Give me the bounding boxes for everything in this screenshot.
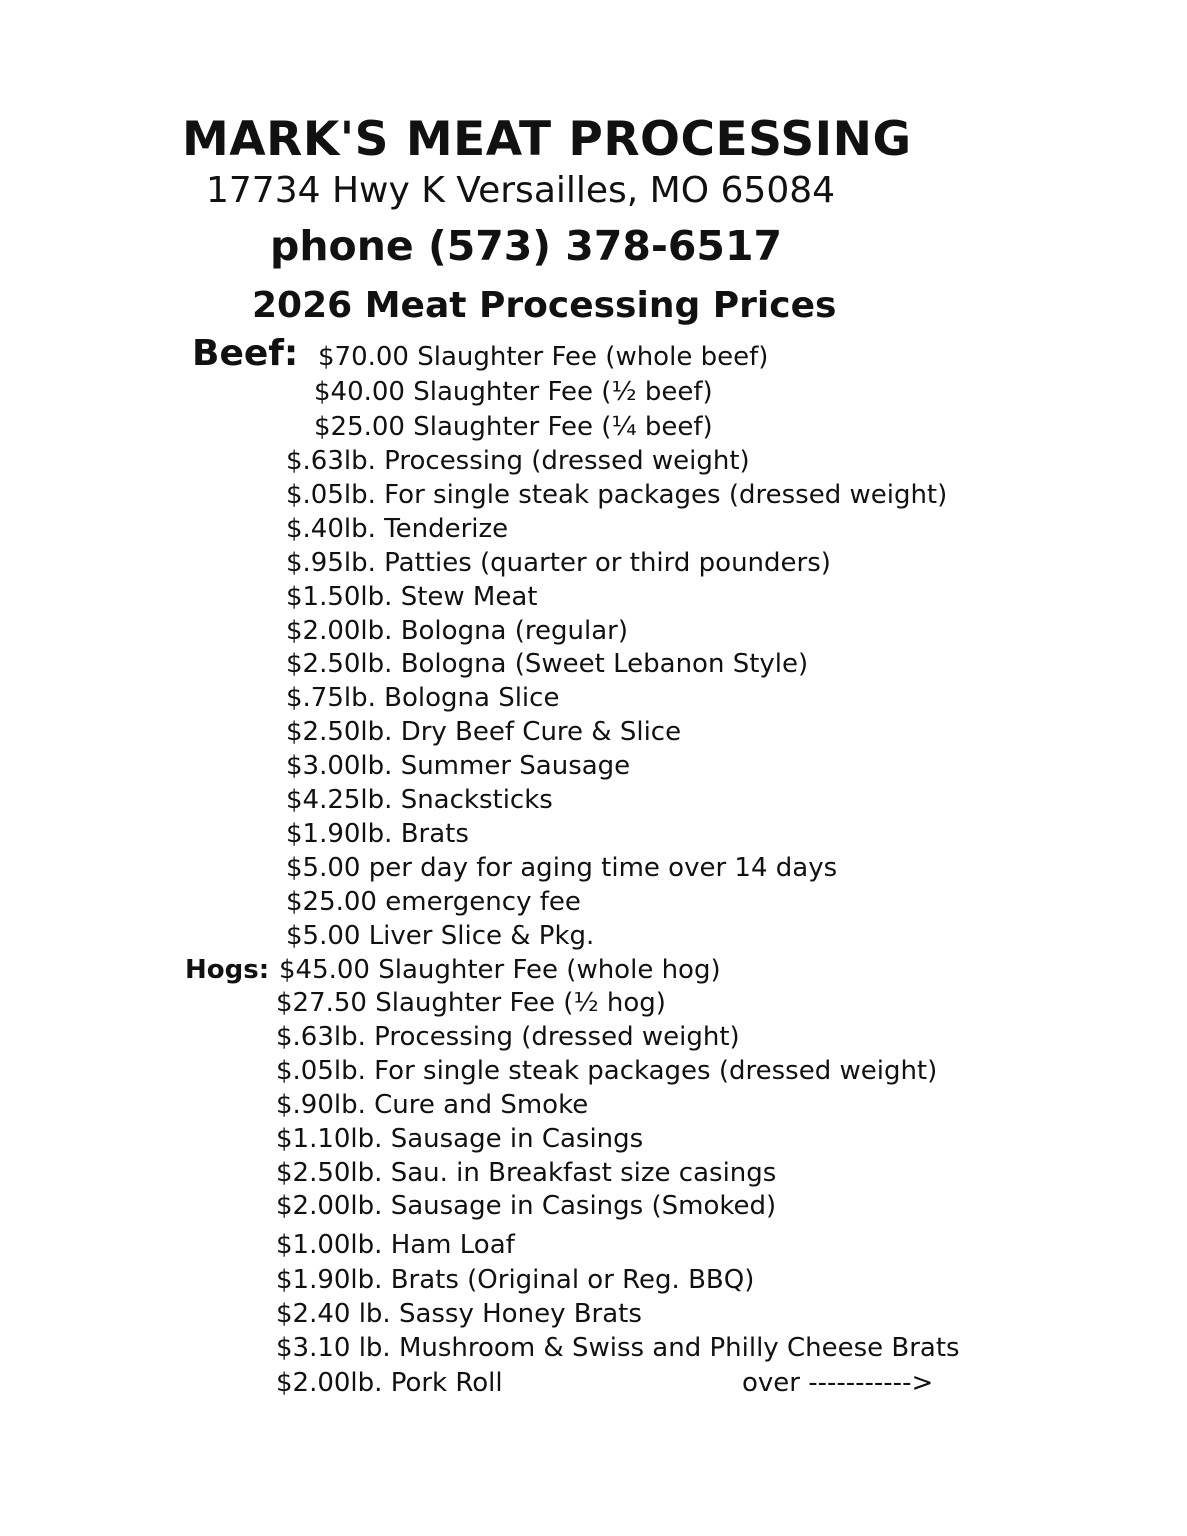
beef-price-item: $25.00 emergency fee [286,887,581,917]
over-note: over -----------> [742,1368,934,1398]
hog-price-item: $.63lb. Processing (dressed weight) [276,1022,740,1052]
beef-price-item: $5.00 per day for aging time over 14 days [286,853,838,883]
hog-price-item: $1.00lb. Ham Loaf [276,1230,515,1260]
beef-price-item: $1.90lb. Brats [286,819,469,849]
hog-price-item: $2.50lb. Sau. in Breakfast size casings [276,1158,777,1188]
hog-price-item: $.05lb. For single steak packages (dressed weight) [276,1056,938,1086]
business-phone: phone (573) 378-6517 [270,222,783,270]
business-name: MARK'S MEAT PROCESSING [182,112,912,167]
business-address: 17734 Hwy K Versailles, MO 65084 [206,170,836,211]
hog-price-item: $27.50 Slaughter Fee (½ hog) [276,988,666,1018]
hog-price-item: $1.90lb. Brats (Original or Reg. BBQ) [276,1265,755,1295]
beef-price-item: $.63lb. Processing (dressed weight) [286,446,750,476]
beef-price-item: $.05lb. For single steak packages (dressed weight) [286,480,948,510]
price-list-title: 2026 Meat Processing Prices [252,285,837,326]
hog-price-item: $2.00lb. Sausage in Casings (Smoked) [276,1191,777,1221]
beef-price-item: $.75lb. Bologna Slice [286,683,560,713]
beef-price-item: $.40lb. Tenderize [286,514,509,544]
beef-price-item: $5.00 Liver Slice & Pkg. [286,921,595,951]
hog-price-item: $2.00lb. Pork Roll [276,1368,503,1398]
beef-price-item: $2.00lb. Bologna (regular) [286,616,628,646]
beef-price-item: $25.00 Slaughter Fee (¼ beef) [314,412,713,442]
hog-price-item: $3.10 lb. Mushroom & Swiss and Philly Cheese Brats [276,1333,960,1363]
hog-price-item: $.90lb. Cure and Smoke [276,1090,589,1120]
hog-price-item: $2.40 lb. Sassy Honey Brats [276,1299,642,1329]
beef-section-label: Beef: [192,333,299,374]
beef-price-item: $40.00 Slaughter Fee (½ beef) [314,377,713,407]
beef-price-item: $2.50lb. Bologna (Sweet Lebanon Style) [286,649,809,679]
hog-price-item: $1.10lb. Sausage in Casings [276,1124,644,1154]
beef-price-item: $2.50lb. Dry Beef Cure & Slice [286,717,682,747]
beef-price-item: $1.50lb. Stew Meat [286,582,538,612]
hog-price-item: $45.00 Slaughter Fee (whole hog) [279,955,721,985]
beef-price-item: $3.00lb. Summer Sausage [286,751,631,781]
hogs-section-label: Hogs: [185,955,270,985]
beef-price-item: $.95lb. Patties (quarter or third pounders) [286,548,831,578]
beef-price-item: $70.00 Slaughter Fee (whole beef) [318,342,769,372]
beef-price-item: $4.25lb. Snacksticks [286,785,553,815]
